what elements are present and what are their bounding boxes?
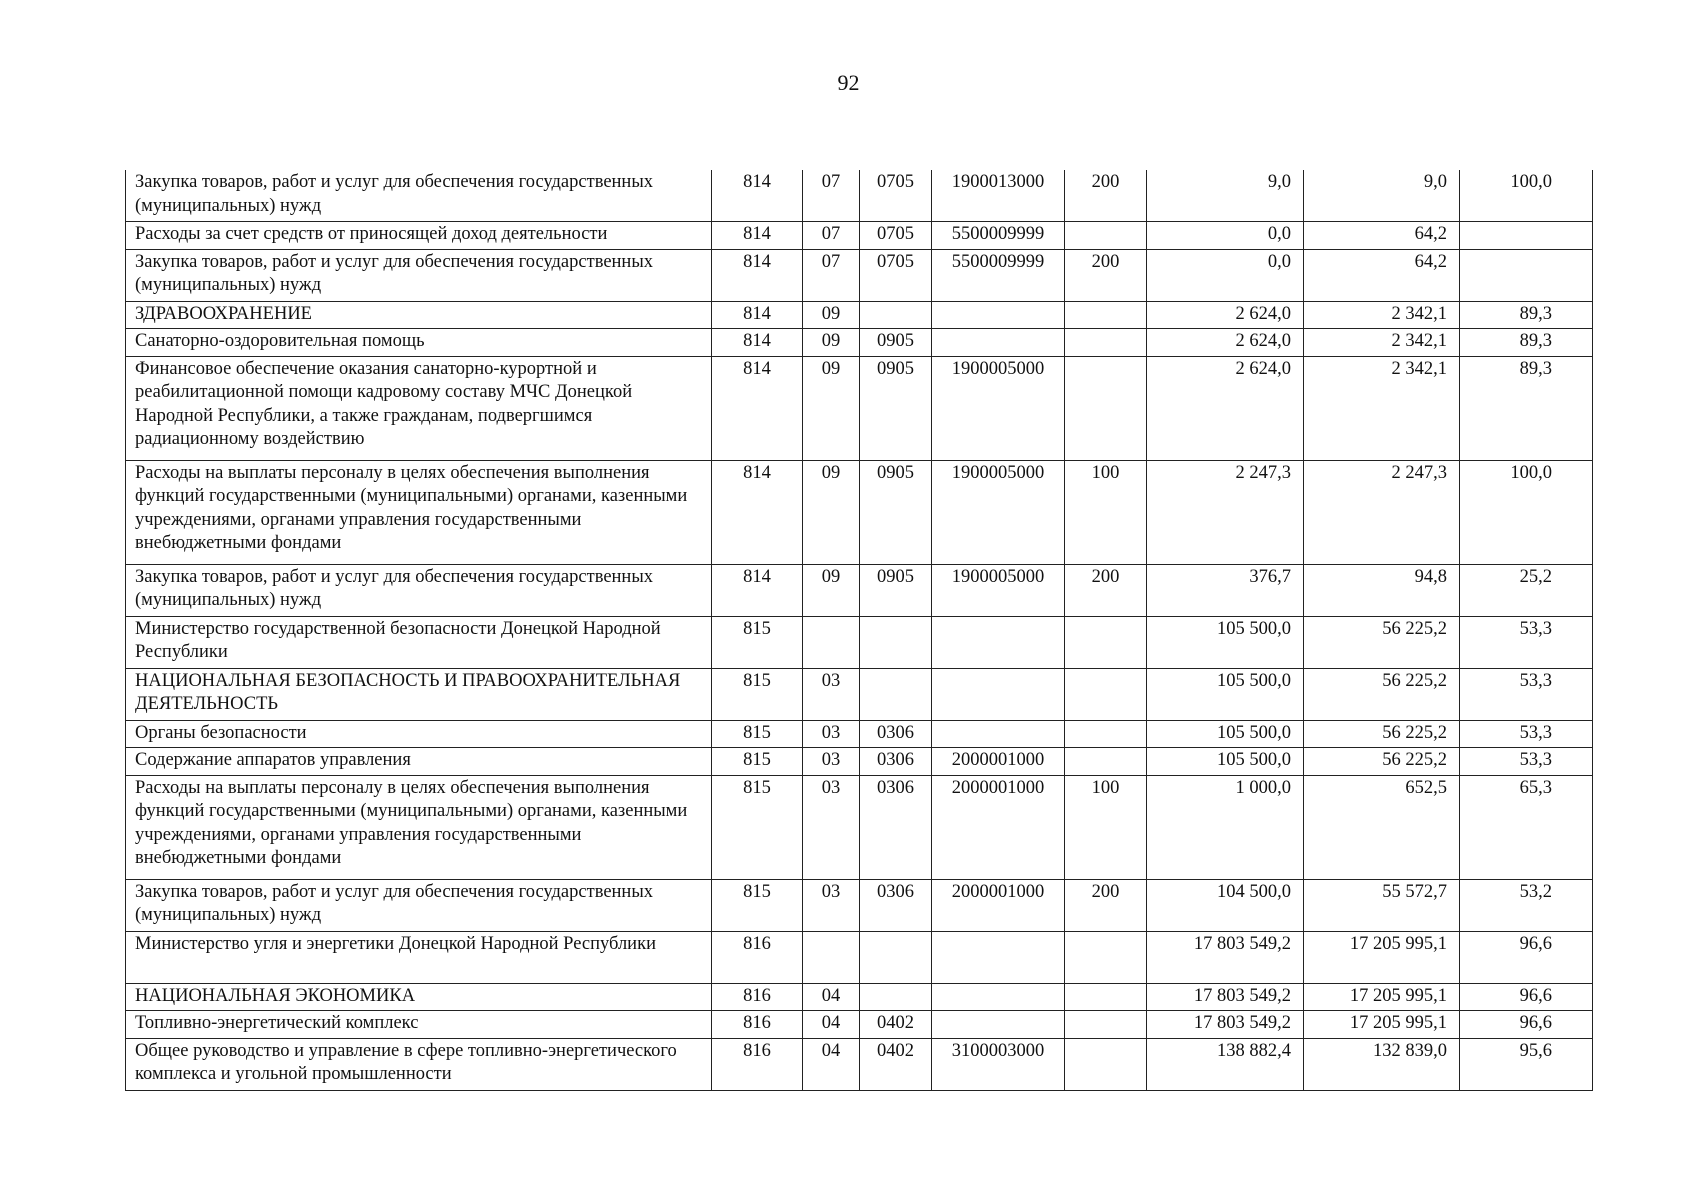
cell-planned-amount: 2 624,0 xyxy=(1147,301,1304,329)
cell-name: Министерство государственной безопасности Донецкой Народной Республики xyxy=(126,616,712,668)
cell-section-code: 03 xyxy=(803,668,860,720)
cell-subsection-code xyxy=(860,616,932,668)
cell-planned-amount: 2 624,0 xyxy=(1147,356,1304,460)
cell-target-article-code xyxy=(932,301,1065,329)
cell-section-code: 04 xyxy=(803,1011,860,1039)
cell-subsection-code: 0306 xyxy=(860,748,932,776)
table-row xyxy=(126,668,1593,720)
cell-name: Закупка товаров, работ и услуг для обеспечения государственных (муниципальных) нужд xyxy=(126,564,712,616)
cell-planned-amount: 376,7 xyxy=(1147,564,1304,616)
cell-expense-type-code: 200 xyxy=(1065,564,1147,616)
cell-target-article-code: 2000001000 xyxy=(932,775,1065,879)
cell-target-article-code xyxy=(932,720,1065,748)
cell-name: Топливно-энергетический комплекс xyxy=(126,1011,712,1039)
cell-execution-percent: 89,3 xyxy=(1460,356,1593,460)
cell-target-article-code xyxy=(932,668,1065,720)
cell-ved-code: 814 xyxy=(712,460,803,564)
cell-actual-amount: 9,0 xyxy=(1304,170,1460,222)
cell-section-code: 04 xyxy=(803,1038,860,1090)
table-row xyxy=(126,1038,1593,1090)
cell-expense-type-code xyxy=(1065,931,1147,983)
cell-ved-code: 815 xyxy=(712,775,803,879)
cell-subsection-code: 0705 xyxy=(860,222,932,250)
cell-planned-amount: 17 803 549,2 xyxy=(1147,983,1304,1011)
cell-subsection-code xyxy=(860,983,932,1011)
cell-expense-type-code xyxy=(1065,301,1147,329)
cell-name: Министерство угля и энергетики Донецкой Народной Республики xyxy=(126,931,712,983)
cell-actual-amount: 64,2 xyxy=(1304,222,1460,250)
cell-planned-amount: 138 882,4 xyxy=(1147,1038,1304,1090)
cell-target-article-code: 1900005000 xyxy=(932,356,1065,460)
cell-section-code xyxy=(803,616,860,668)
cell-ved-code: 814 xyxy=(712,249,803,301)
cell-execution-percent: 25,2 xyxy=(1460,564,1593,616)
cell-target-article-code: 2000001000 xyxy=(932,879,1065,931)
table-row xyxy=(126,249,1593,301)
table-row xyxy=(126,170,1593,222)
table-row xyxy=(126,329,1593,357)
cell-execution-percent: 89,3 xyxy=(1460,301,1593,329)
cell-execution-percent: 53,3 xyxy=(1460,616,1593,668)
cell-subsection-code xyxy=(860,301,932,329)
cell-target-article-code: 2000001000 xyxy=(932,748,1065,776)
cell-ved-code: 815 xyxy=(712,668,803,720)
table-row xyxy=(126,720,1593,748)
cell-ved-code: 814 xyxy=(712,564,803,616)
cell-execution-percent xyxy=(1460,249,1593,301)
cell-section-code: 09 xyxy=(803,329,860,357)
cell-name: Закупка товаров, работ и услуг для обеспечения государственных (муниципальных) нужд xyxy=(126,249,712,301)
table-row xyxy=(126,748,1593,776)
cell-planned-amount: 0,0 xyxy=(1147,222,1304,250)
cell-subsection-code: 0905 xyxy=(860,564,932,616)
cell-subsection-code xyxy=(860,668,932,720)
cell-subsection-code: 0306 xyxy=(860,775,932,879)
cell-name: ЗДРАВООХРАНЕНИЕ xyxy=(126,301,712,329)
cell-name: Органы безопасности xyxy=(126,720,712,748)
cell-subsection-code: 0905 xyxy=(860,460,932,564)
cell-section-code: 04 xyxy=(803,983,860,1011)
cell-expense-type-code xyxy=(1065,720,1147,748)
cell-expense-type-code: 200 xyxy=(1065,879,1147,931)
cell-actual-amount: 17 205 995,1 xyxy=(1304,1011,1460,1039)
cell-actual-amount: 56 225,2 xyxy=(1304,668,1460,720)
cell-target-article-code: 3100003000 xyxy=(932,1038,1065,1090)
page-number: 92 xyxy=(837,70,860,95)
cell-subsection-code: 0905 xyxy=(860,329,932,357)
cell-execution-percent xyxy=(1460,222,1593,250)
cell-name: Содержание аппаратов управления xyxy=(126,748,712,776)
cell-ved-code: 815 xyxy=(712,720,803,748)
cell-name: Общее руководство и управление в сфере топливно-энергетического комплекса и угольной промышленности xyxy=(126,1038,712,1090)
cell-planned-amount: 9,0 xyxy=(1147,170,1304,222)
cell-ved-code: 816 xyxy=(712,1038,803,1090)
cell-ved-code: 814 xyxy=(712,222,803,250)
cell-execution-percent: 100,0 xyxy=(1460,460,1593,564)
cell-expense-type-code: 100 xyxy=(1065,460,1147,564)
cell-ved-code: 814 xyxy=(712,301,803,329)
table-row xyxy=(126,983,1593,1011)
cell-execution-percent: 53,3 xyxy=(1460,668,1593,720)
cell-ved-code: 814 xyxy=(712,356,803,460)
cell-execution-percent: 95,6 xyxy=(1460,1038,1593,1090)
cell-target-article-code: 1900005000 xyxy=(932,564,1065,616)
cell-name: НАЦИОНАЛЬНАЯ БЕЗОПАСНОСТЬ И ПРАВООХРАНИТЕЛЬНАЯ ДЕЯТЕЛЬНОСТЬ xyxy=(126,668,712,720)
cell-planned-amount: 17 803 549,2 xyxy=(1147,931,1304,983)
cell-name: Финансовое обеспечение оказания санаторно-курортной и реабилитационной помощи кадровому составу МЧС Донецкой Народной Республики, а также гражданам, подвергшимся радиационному воздействию xyxy=(126,356,712,460)
table-row xyxy=(126,564,1593,616)
table-body xyxy=(126,170,1593,1090)
cell-ved-code: 814 xyxy=(712,170,803,222)
cell-execution-percent: 65,3 xyxy=(1460,775,1593,879)
cell-actual-amount: 2 342,1 xyxy=(1304,329,1460,357)
cell-actual-amount: 17 205 995,1 xyxy=(1304,931,1460,983)
cell-subsection-code: 0905 xyxy=(860,356,932,460)
cell-execution-percent: 96,6 xyxy=(1460,931,1593,983)
cell-actual-amount: 652,5 xyxy=(1304,775,1460,879)
cell-actual-amount: 64,2 xyxy=(1304,249,1460,301)
budget-table xyxy=(125,170,1593,1091)
table-row xyxy=(126,931,1593,983)
cell-actual-amount: 132 839,0 xyxy=(1304,1038,1460,1090)
cell-target-article-code xyxy=(932,931,1065,983)
table-row xyxy=(126,222,1593,250)
cell-actual-amount: 2 342,1 xyxy=(1304,356,1460,460)
cell-planned-amount: 105 500,0 xyxy=(1147,668,1304,720)
cell-actual-amount: 2 342,1 xyxy=(1304,301,1460,329)
cell-expense-type-code xyxy=(1065,356,1147,460)
cell-execution-percent: 53,3 xyxy=(1460,720,1593,748)
cell-planned-amount: 105 500,0 xyxy=(1147,748,1304,776)
cell-planned-amount: 104 500,0 xyxy=(1147,879,1304,931)
cell-name: Закупка товаров, работ и услуг для обеспечения государственных (муниципальных) нужд xyxy=(126,879,712,931)
cell-expense-type-code xyxy=(1065,1011,1147,1039)
cell-subsection-code: 0306 xyxy=(860,879,932,931)
cell-name: Закупка товаров, работ и услуг для обеспечения государственных (муниципальных) нужд xyxy=(126,170,712,222)
cell-ved-code: 816 xyxy=(712,983,803,1011)
cell-section-code: 03 xyxy=(803,748,860,776)
cell-ved-code: 816 xyxy=(712,931,803,983)
cell-section-code: 03 xyxy=(803,879,860,931)
cell-section-code: 03 xyxy=(803,720,860,748)
cell-section-code: 07 xyxy=(803,170,860,222)
cell-subsection-code: 0402 xyxy=(860,1011,932,1039)
cell-subsection-code: 0705 xyxy=(860,170,932,222)
cell-actual-amount: 56 225,2 xyxy=(1304,616,1460,668)
cell-subsection-code: 0402 xyxy=(860,1038,932,1090)
cell-expense-type-code xyxy=(1065,748,1147,776)
cell-target-article-code: 1900013000 xyxy=(932,170,1065,222)
table-row xyxy=(126,1011,1593,1039)
cell-execution-percent: 96,6 xyxy=(1460,1011,1593,1039)
cell-section-code xyxy=(803,931,860,983)
cell-section-code: 09 xyxy=(803,460,860,564)
cell-target-article-code: 5500009999 xyxy=(932,222,1065,250)
cell-subsection-code xyxy=(860,931,932,983)
cell-actual-amount: 94,8 xyxy=(1304,564,1460,616)
cell-subsection-code: 0306 xyxy=(860,720,932,748)
cell-subsection-code: 0705 xyxy=(860,249,932,301)
cell-expense-type-code xyxy=(1065,616,1147,668)
cell-ved-code: 815 xyxy=(712,748,803,776)
table-row xyxy=(126,775,1593,879)
cell-target-article-code xyxy=(932,616,1065,668)
table-row xyxy=(126,879,1593,931)
cell-target-article-code xyxy=(932,983,1065,1011)
cell-name: Расходы на выплаты персоналу в целях обеспечения выполнения функций государственными (муниципальными) органами, казенными учреждениями, органами управления государственными внебюджетными фондами xyxy=(126,460,712,564)
cell-section-code: 03 xyxy=(803,775,860,879)
cell-execution-percent: 89,3 xyxy=(1460,329,1593,357)
cell-planned-amount: 105 500,0 xyxy=(1147,720,1304,748)
cell-section-code: 09 xyxy=(803,564,860,616)
cell-ved-code: 816 xyxy=(712,1011,803,1039)
cell-expense-type-code xyxy=(1065,329,1147,357)
cell-execution-percent: 100,0 xyxy=(1460,170,1593,222)
cell-name: НАЦИОНАЛЬНАЯ ЭКОНОМИКА xyxy=(126,983,712,1011)
cell-expense-type-code: 200 xyxy=(1065,170,1147,222)
cell-target-article-code xyxy=(932,1011,1065,1039)
cell-execution-percent: 53,3 xyxy=(1460,748,1593,776)
cell-actual-amount: 17 205 995,1 xyxy=(1304,983,1460,1011)
cell-planned-amount: 105 500,0 xyxy=(1147,616,1304,668)
table-row xyxy=(126,460,1593,564)
cell-execution-percent: 96,6 xyxy=(1460,983,1593,1011)
table-row xyxy=(126,356,1593,460)
cell-actual-amount: 56 225,2 xyxy=(1304,748,1460,776)
cell-expense-type-code: 100 xyxy=(1065,775,1147,879)
cell-section-code: 09 xyxy=(803,301,860,329)
cell-actual-amount: 55 572,7 xyxy=(1304,879,1460,931)
cell-planned-amount: 2 247,3 xyxy=(1147,460,1304,564)
cell-ved-code: 814 xyxy=(712,329,803,357)
table-row xyxy=(126,301,1593,329)
cell-actual-amount: 56 225,2 xyxy=(1304,720,1460,748)
cell-section-code: 07 xyxy=(803,222,860,250)
cell-expense-type-code xyxy=(1065,668,1147,720)
cell-actual-amount: 2 247,3 xyxy=(1304,460,1460,564)
cell-name: Санаторно-оздоровительная помощь xyxy=(126,329,712,357)
cell-name: Расходы на выплаты персоналу в целях обеспечения выполнения функций государственными (муниципальными) органами, казенными учреждениями, органами управления государственными внебюджетными фондами xyxy=(126,775,712,879)
cell-section-code: 07 xyxy=(803,249,860,301)
cell-section-code: 09 xyxy=(803,356,860,460)
cell-expense-type-code xyxy=(1065,222,1147,250)
cell-expense-type-code xyxy=(1065,983,1147,1011)
cell-target-article-code: 1900005000 xyxy=(932,460,1065,564)
cell-planned-amount: 2 624,0 xyxy=(1147,329,1304,357)
cell-expense-type-code: 200 xyxy=(1065,249,1147,301)
cell-ved-code: 815 xyxy=(712,879,803,931)
cell-execution-percent: 53,2 xyxy=(1460,879,1593,931)
cell-target-article-code xyxy=(932,329,1065,357)
cell-expense-type-code xyxy=(1065,1038,1147,1090)
cell-target-article-code: 5500009999 xyxy=(932,249,1065,301)
cell-planned-amount: 0,0 xyxy=(1147,249,1304,301)
cell-name: Расходы за счет средств от приносящей доход деятельности xyxy=(126,222,712,250)
cell-ved-code: 815 xyxy=(712,616,803,668)
cell-planned-amount: 17 803 549,2 xyxy=(1147,1011,1304,1039)
cell-planned-amount: 1 000,0 xyxy=(1147,775,1304,879)
table-row xyxy=(126,616,1593,668)
